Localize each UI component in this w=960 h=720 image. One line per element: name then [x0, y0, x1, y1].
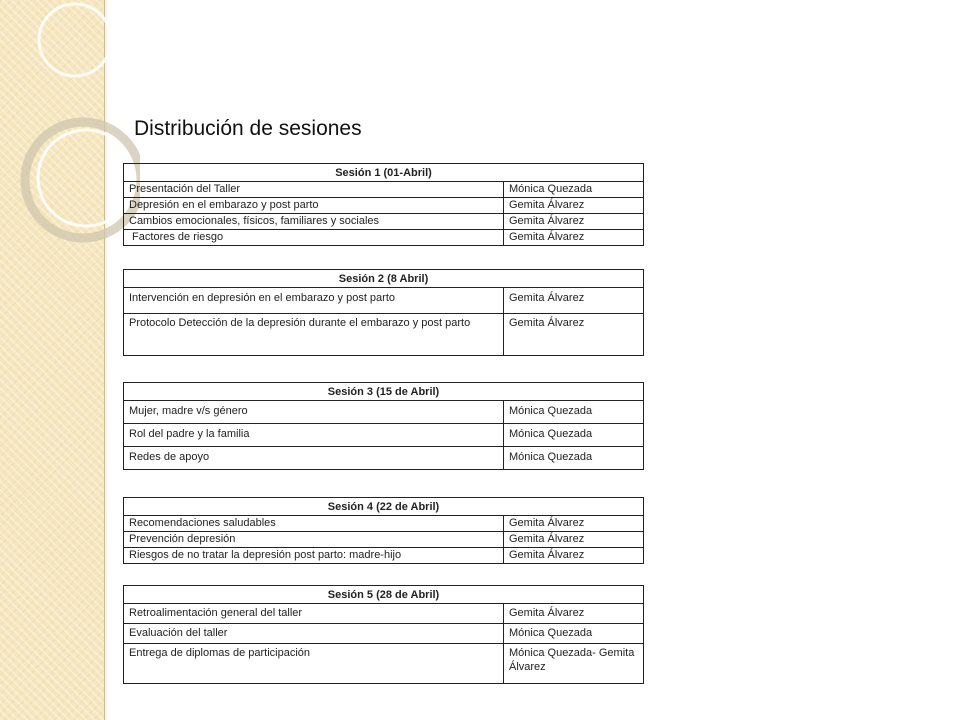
presenter-cell: Gemita Álvarez: [504, 214, 644, 230]
topic-cell: Prevención depresión: [124, 532, 504, 548]
session-5-table: [123, 585, 644, 684]
session-header: Sesión 5 (28 de Abril): [124, 586, 644, 604]
topic-cell: Retroalimentación general del taller: [124, 604, 504, 624]
presenter-cell: Mónica Quezada: [504, 401, 644, 424]
table-row: [124, 424, 644, 447]
topic-cell: Riesgos de no tratar la depresión post parto: madre-hijo: [124, 548, 504, 564]
table-row: [124, 548, 644, 564]
topic-cell: Redes de apoyo: [124, 447, 504, 470]
presenter-cell: Gemita Álvarez: [504, 548, 644, 564]
table-row: [124, 182, 644, 198]
table-row: [124, 516, 644, 532]
table-row: [124, 532, 644, 548]
topic-cell: Depresión en el embarazo y post parto: [124, 198, 504, 214]
table-row: [124, 401, 644, 424]
table-row: [124, 644, 644, 684]
session-4-table: [123, 497, 644, 564]
topic-cell: Rol del padre y la familia: [124, 424, 504, 447]
presenter-cell: Gemita Álvarez: [504, 516, 644, 532]
table-row: [124, 230, 644, 246]
presenter-cell: Mónica Quezada: [504, 424, 644, 447]
topic-cell: Entrega de diplomas de participación: [124, 644, 504, 684]
table-row: [124, 447, 644, 470]
decorative-side-panel: [0, 0, 105, 720]
table-row: [124, 214, 644, 230]
topic-cell: Recomendaciones saludables: [124, 516, 504, 532]
session-3-table: [123, 382, 644, 470]
presenter-cell: Mónica Quezada: [504, 182, 644, 198]
presenter-cell: Gemita Álvarez: [504, 314, 644, 356]
presenter-cell: Gemita Álvarez: [504, 604, 644, 624]
presenter-cell: Gemita Álvarez: [504, 198, 644, 214]
table-row: [124, 624, 644, 644]
presenter-cell: Mónica Quezada: [504, 624, 644, 644]
topic-cell: Intervención en depresión en el embarazo y post parto: [124, 288, 504, 314]
topic-cell: Cambios emocionales, físicos, familiares y sociales: [124, 214, 504, 230]
table-row: [124, 604, 644, 624]
session-header: Sesión 3 (15 de Abril): [124, 383, 644, 401]
table-row: [124, 314, 644, 356]
presenter-cell: Mónica Quezada- Gemita Álvarez: [504, 644, 644, 684]
session-header: Sesión 1 (01-Abril): [124, 164, 644, 182]
table-row: [124, 198, 644, 214]
presenter-cell: Gemita Álvarez: [504, 230, 644, 246]
presenter-cell: Gemita Álvarez: [504, 288, 644, 314]
session-header: Sesión 4 (22 de Abril): [124, 498, 644, 516]
table-row: [124, 288, 644, 314]
topic-cell: Factores de riesgo: [124, 230, 504, 246]
topic-cell: Presentación del Taller: [124, 182, 504, 198]
presenter-cell: Mónica Quezada: [504, 447, 644, 470]
topic-cell: Evaluación del taller: [124, 624, 504, 644]
session-1-table: [123, 163, 644, 246]
presenter-cell: Gemita Álvarez: [504, 532, 644, 548]
session-header: Sesión 2 (8 Abril): [124, 270, 644, 288]
topic-cell: Protocolo Detección de la depresión durante el embarazo y post parto: [124, 314, 504, 356]
session-2-table: [123, 269, 644, 356]
topic-cell: Mujer, madre v/s género: [124, 401, 504, 424]
page-title: Distribución de sesiones: [134, 117, 362, 140]
